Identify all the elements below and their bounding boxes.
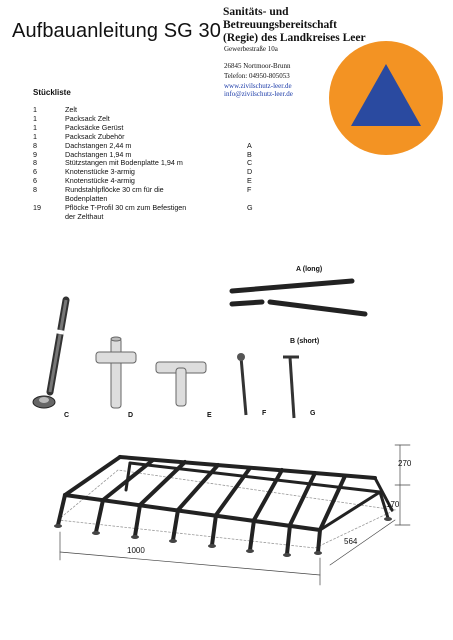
parts-list-description: Knotenstücke 4-armig bbox=[65, 176, 135, 186]
parts-list-code: E bbox=[247, 176, 252, 186]
parts-list-code: D bbox=[247, 167, 253, 177]
dimension-length: 1000 bbox=[127, 546, 145, 555]
parts-list-description: Stützstangen mit Bodenplatte 1,94 m bbox=[65, 158, 183, 168]
parts-list-description: Knotenstücke 3-armig bbox=[65, 167, 135, 177]
parts-list-description: Packsack Zubehör bbox=[65, 131, 125, 141]
parts-list-code: B bbox=[247, 149, 252, 159]
roof-pole-short-drawing bbox=[232, 302, 365, 314]
parts-list-quantity: 1 bbox=[33, 122, 37, 132]
t-profile-peg-drawing bbox=[283, 357, 299, 418]
parts-list-quantity: 9 bbox=[33, 149, 37, 159]
parts-list-heading: Stückliste bbox=[33, 88, 71, 97]
label-part-d: D bbox=[128, 412, 134, 419]
parts-list-code: A bbox=[247, 140, 252, 150]
parts-list-quantity: 1 bbox=[33, 113, 37, 123]
website-link[interactable]: www.zivilschutz-leer.de bbox=[224, 82, 292, 90]
label-part-c: C bbox=[64, 412, 70, 419]
support-pole-drawing bbox=[33, 300, 66, 408]
round-steel-peg-drawing bbox=[237, 353, 246, 415]
parts-list-code: C bbox=[247, 158, 253, 168]
parts-list-quantity: 6 bbox=[33, 167, 37, 177]
org-line-2: (Regie) des Landkreises Leer bbox=[223, 32, 366, 44]
parts-list-quantity: 19 bbox=[33, 202, 41, 212]
parts-list-description: Dachstangen 1,94 m bbox=[65, 149, 132, 159]
label-part-e: E bbox=[207, 412, 212, 419]
phone-number: Telefon: 04950-805053 bbox=[224, 72, 290, 80]
parts-list-description: Bodenplatten bbox=[65, 194, 108, 203]
document-title: Aufbauanleitung SG 30 bbox=[12, 20, 221, 42]
parts-list-quantity: 8 bbox=[33, 185, 37, 195]
label-part-g: G bbox=[310, 410, 316, 417]
label-part-b: B (short) bbox=[290, 338, 320, 345]
parts-list-description: Rundstahlpflöcke 30 cm für die bbox=[65, 185, 164, 195]
parts-list-quantity: 1 bbox=[33, 105, 37, 114]
parts-list-quantity: 1 bbox=[33, 131, 37, 141]
parts-list-description: Packsack Zelt bbox=[65, 113, 110, 123]
label-part-f: F bbox=[262, 410, 267, 417]
email-link[interactable]: info@zivilschutz-leer.de bbox=[224, 90, 293, 98]
parts-list-quantity: 8 bbox=[33, 158, 37, 168]
label-part-a: A (long) bbox=[296, 266, 323, 273]
knot-piece-4-arm-drawing bbox=[96, 337, 136, 408]
dimension-width: 564 bbox=[344, 537, 358, 546]
parts-list-description: Dachstangen 2,44 m bbox=[65, 140, 132, 150]
parts-list-code: G bbox=[247, 202, 253, 212]
parts-list-description: Packsäcke Gerüst bbox=[65, 122, 124, 132]
org-line-1: Sanitäts- und Betreuungsbereitschaft bbox=[223, 6, 337, 31]
dimension-wall-height: 170 bbox=[386, 500, 400, 509]
tent-frame-drawing bbox=[54, 445, 410, 585]
parts-list-quantity: 6 bbox=[33, 176, 37, 186]
roof-pole-long-drawing bbox=[232, 281, 352, 291]
address-street: Gewerbestraße 10a bbox=[224, 45, 278, 53]
parts-list-description: Pflöcke T-Profil 30 cm zum Befestigen bbox=[65, 202, 187, 212]
parts-list-quantity: 8 bbox=[33, 140, 37, 150]
parts-list-code: F bbox=[247, 185, 252, 195]
address-city: 26845 Nortmoor-Brunn bbox=[224, 62, 291, 70]
parts-list-description: Zelt bbox=[65, 105, 77, 114]
dimension-total-height: 270 bbox=[398, 459, 412, 468]
knot-piece-3-arm-drawing bbox=[156, 362, 206, 406]
parts-list-description: der Zelthaut bbox=[65, 211, 104, 221]
